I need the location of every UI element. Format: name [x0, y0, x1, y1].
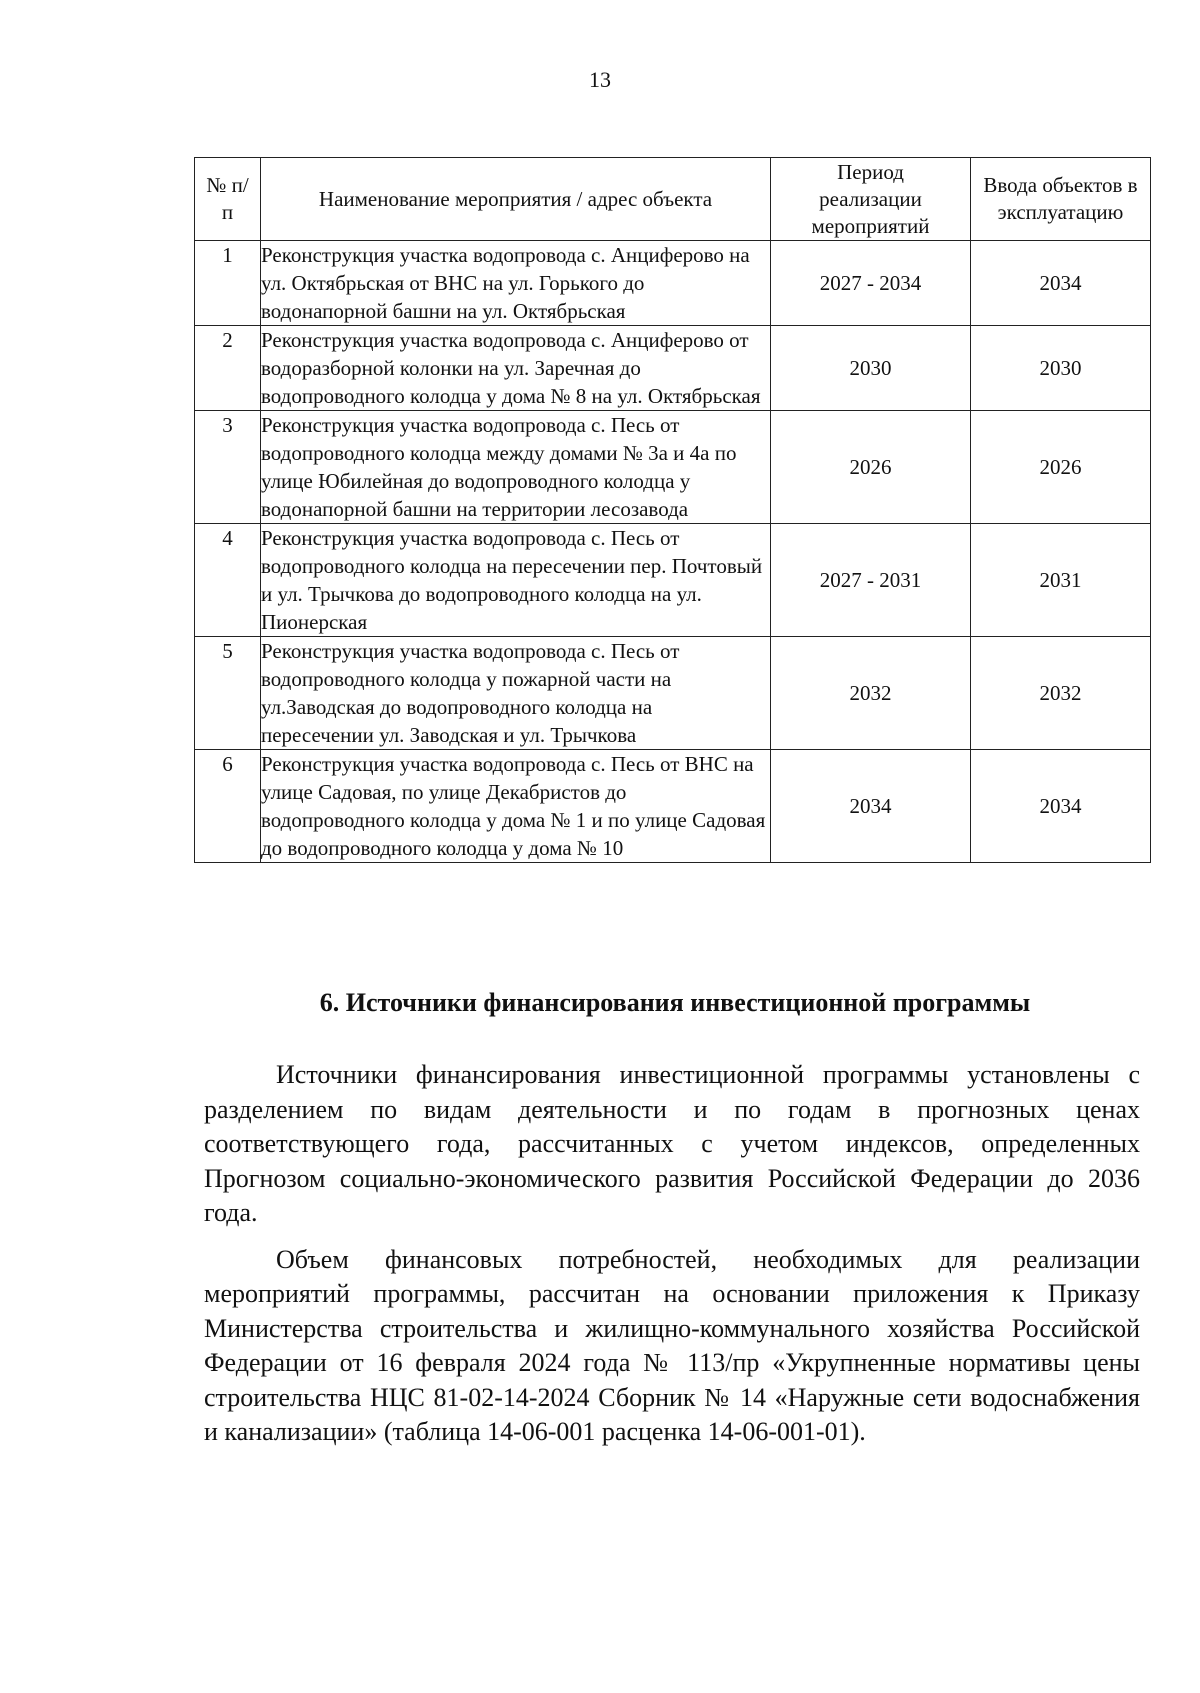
row-commission-year: 2031 [971, 524, 1151, 637]
row-number: 3 [195, 411, 261, 524]
row-measure-name: Реконструкция участка водопровода с. Песь от водопроводного колодца на пересечении пер. Почтовый и ул. Трычкова до водопроводного колодца на ул. Пионерская [261, 524, 771, 637]
row-measure-name: Реконструкция участка водопровода с. Песь от водопроводного колодца у пожарной части на ул.Заводская до водопроводного колодца на пересечении ул. Заводская и ул. Трычкова [261, 637, 771, 750]
table-row [195, 241, 1151, 326]
header-commission: Ввода объектов в эксплуатацию [971, 158, 1151, 241]
table-row [195, 326, 1151, 411]
table-header [195, 158, 1151, 241]
table-row [195, 524, 1151, 637]
header-period: Период реализации мероприятий [771, 158, 971, 241]
row-period: 2030 [771, 326, 971, 411]
row-commission-year: 2034 [971, 750, 1151, 863]
program-measures-table [194, 157, 1151, 863]
row-number: 4 [195, 524, 261, 637]
row-period: 2032 [771, 637, 971, 750]
section-heading: 6. Источники финансирования инвестиционной программы [319, 988, 1031, 1017]
table-body [195, 241, 1151, 863]
table-row [195, 637, 1151, 750]
row-period: 2027 - 2031 [771, 524, 971, 637]
table-header-row [195, 158, 1151, 241]
row-commission-year: 2034 [971, 241, 1151, 326]
row-number: 5 [195, 637, 261, 750]
section-body [204, 1058, 1140, 1462]
header-name: Наименование мероприятия / адрес объекта [261, 158, 771, 241]
row-measure-name: Реконструкция участка водопровода с. Анциферово от водоразборной колонки на ул. Заречная до водопроводного колодца у дома № 8 на ул. Октябрьская [261, 326, 771, 411]
row-commission-year: 2030 [971, 326, 1151, 411]
row-measure-name: Реконструкция участка водопровода с. Анциферово на ул. Октябрьская от ВНС на ул. Горького до водонапорной башни на ул. Октябрьская [261, 241, 771, 326]
row-commission-year: 2026 [971, 411, 1151, 524]
row-number: 6 [195, 750, 261, 863]
row-period: 2034 [771, 750, 971, 863]
table-row [195, 411, 1151, 524]
paragraph: Объем финансовых потребностей, необходимых для реализации мероприятий программы, рассчитан на основании приложения к Приказу Министерства строительства и жилищно-коммунального хозяйства Российской Федерации от 16 февраля 2024 года № 113/пр «Укрупненные нормативы цены строительства НЦС 81-02-14-2024 Сборник № 14 «Наружные сети водоснабжения и канализации» (таблица 14-06-001 расценка 14-06-001-01). [204, 1244, 1140, 1446]
row-commission-year: 2032 [971, 637, 1151, 750]
row-number: 1 [195, 241, 261, 326]
row-number: 2 [195, 326, 261, 411]
row-measure-name: Реконструкция участка водопровода с. Песь от ВНС на улице Садовая, по улице Декабристов до водопроводного колодца у дома № 1 и по улице Садовая до водопроводного колодца у дома № 10 [261, 750, 771, 863]
row-measure-name: Реконструкция участка водопровода с. Песь от водопроводного колодца между домами № 3а и 4а по улице Юбилейная до водопроводного колодца у водонапорной башни на территории лесозавода [261, 411, 771, 524]
row-period: 2027 - 2034 [771, 241, 971, 326]
table-row [195, 750, 1151, 863]
row-period: 2026 [771, 411, 971, 524]
paragraph: Источники финансирования инвестиционной программы установлены с разделением по видам деятельности и по годам в прогнозных ценах соответствующего года, рассчитанных с учетом индексов, определенных Прогнозом социально-экономического развития Российской Федерации до 2036 года. [204, 1060, 1140, 1227]
page-number: 13 [589, 67, 611, 92]
header-num: № п/п [195, 158, 261, 241]
